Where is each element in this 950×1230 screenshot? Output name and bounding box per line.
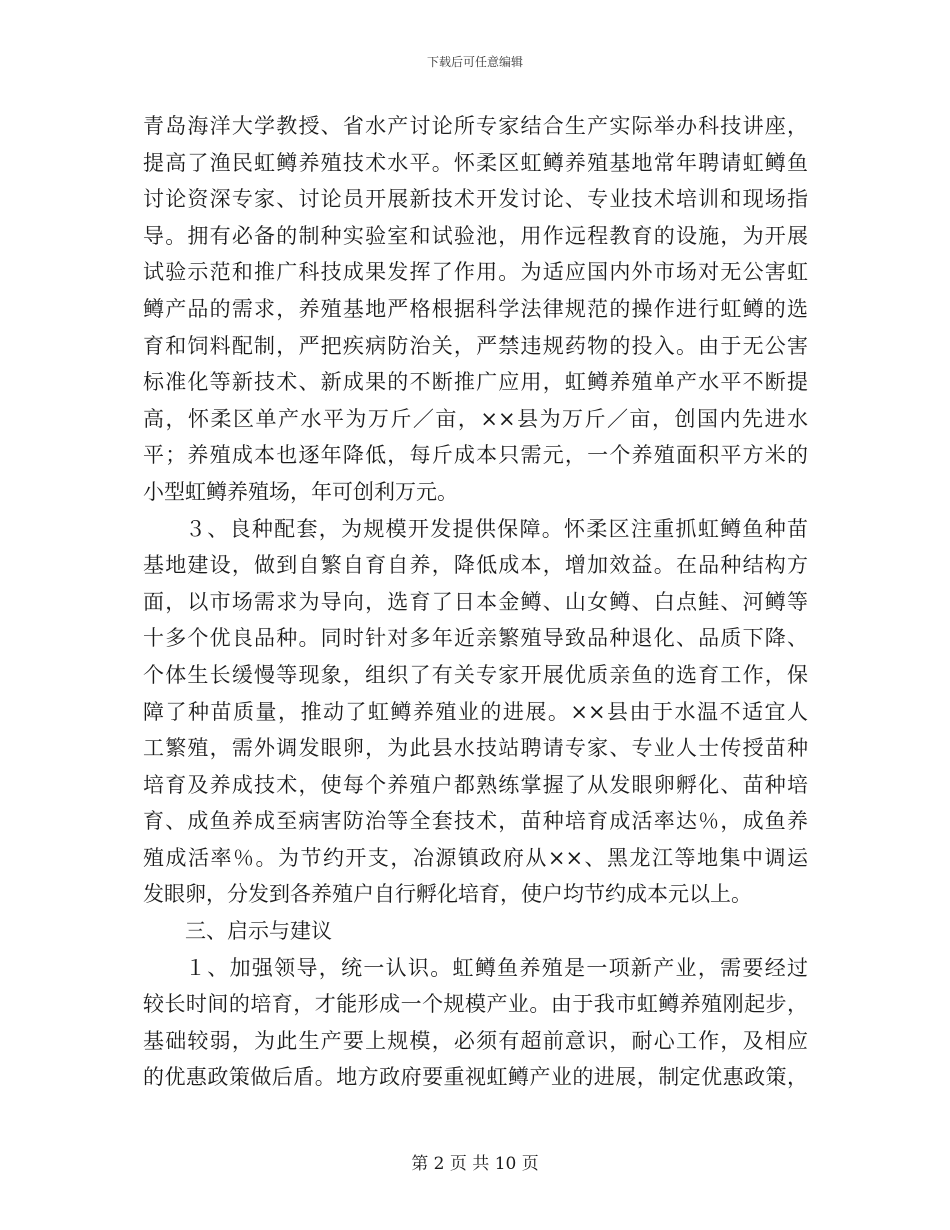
text-line: 小型虹鳟养殖场，年可创利万元。: [143, 479, 458, 504]
text-line: 培育及养成技术，使每个养殖户都熟练掌握了从发眼卵孵化、苗种培: [143, 772, 808, 797]
text-line: 基础较弱，为此生产要上规模，必须有超前意识，耐心工作，及相应: [143, 1028, 808, 1053]
text-line: 三、启示与建议: [185, 919, 332, 944]
text-line: 试验示范和推广科技成果发挥了作用。为适应国内外市场对无公害虹: [143, 260, 808, 285]
text-line: 工繁殖，需外调发眼卵，为此县水技站聘请专家、专业人士传授苗种: [143, 736, 808, 761]
text-line: 的优惠政策做后盾。地方政府要重视虹鳟产业的进展，制定优惠政策，: [143, 1065, 808, 1090]
text-line: 基地建设，做到自繁自育自养，降低成本，增加效益。在品种结构方: [143, 553, 808, 578]
text-line: 较长时间的培育，才能形成一个规模产业。由于我市虹鳟养殖刚起步，: [143, 992, 808, 1017]
document-body: [143, 108, 808, 1096]
text-line: 育和饲料配制，严把疾病防治关，严禁违规药物的投入。由于无公害: [143, 333, 808, 358]
section-heading: [143, 913, 808, 950]
text-line: 高，怀柔区单产水平为万斤／亩，××县为万斤／亩，创国内先进水: [143, 406, 808, 431]
text-line: ３、良种配套，为规模开发提供保障。怀柔区注重抓虹鳟鱼种苗: [185, 516, 808, 541]
text-line: 标准化等新技术、新成果的不断推广应用，虹鳟养殖单产水平不断提: [143, 370, 808, 395]
text-line: 讨论资深专家、讨论员开展新技术开发讨论、专业技术培训和现场指: [143, 187, 808, 212]
text-line: 青岛海洋大学教授、省水产讨论所专家结合生产实际举办科技讲座，: [143, 114, 808, 138]
paragraph: [143, 950, 808, 1096]
text-line: １、加强领导，统一认识。虹鳟鱼养殖是一项新产业，需要经过: [185, 955, 808, 980]
text-line: 提高了渔民虹鳟养殖技术水平。怀柔区虹鳟养殖基地常年聘请虹鳟鱼: [143, 150, 808, 175]
text-line: 个体生长缓慢等现象，组织了有关专家开展优质亲鱼的选育工作，保: [143, 662, 808, 687]
text-line: 平；养殖成本也逐年降低，每斤成本只需元，一个养殖面积平方米的: [143, 443, 808, 468]
text-line: 殖成活率％。为节约开支，冶源镇政府从××、黑龙江等地集中调运: [143, 845, 808, 870]
text-line: 面，以市场需求为导向，选育了日本金鳟、山女鳟、白点鲑、河鳟等: [143, 589, 808, 614]
text-line: 鳟产品的需求，养殖基地严格根据科学法律规范的操作进行虹鳟的选: [143, 296, 808, 321]
page-header-note: 下载后可任意编辑: [426, 55, 523, 69]
text-line: 障了种苗质量，推动了虹鳟养殖业的进展。××县由于水温不适宜人: [143, 699, 808, 724]
page-number: 第 2 页 共 10 页: [411, 1154, 539, 1174]
text-line: 发眼卵，分发到各养殖户自行孵化培育，使户均节约成本元以上。: [143, 882, 752, 907]
text-line: 育、成鱼养成至病害防治等全套技术，苗种培育成活率达％，成鱼养: [143, 809, 808, 834]
paragraph: [143, 108, 808, 511]
text-line: 十多个优良品种。同时针对多年近亲繁殖导致品种退化、品质下降、: [143, 626, 808, 651]
text-line: 导。拥有必备的制种实验室和试验池，用作远程教育的设施，为开展: [143, 223, 808, 248]
paragraph: [143, 511, 808, 914]
